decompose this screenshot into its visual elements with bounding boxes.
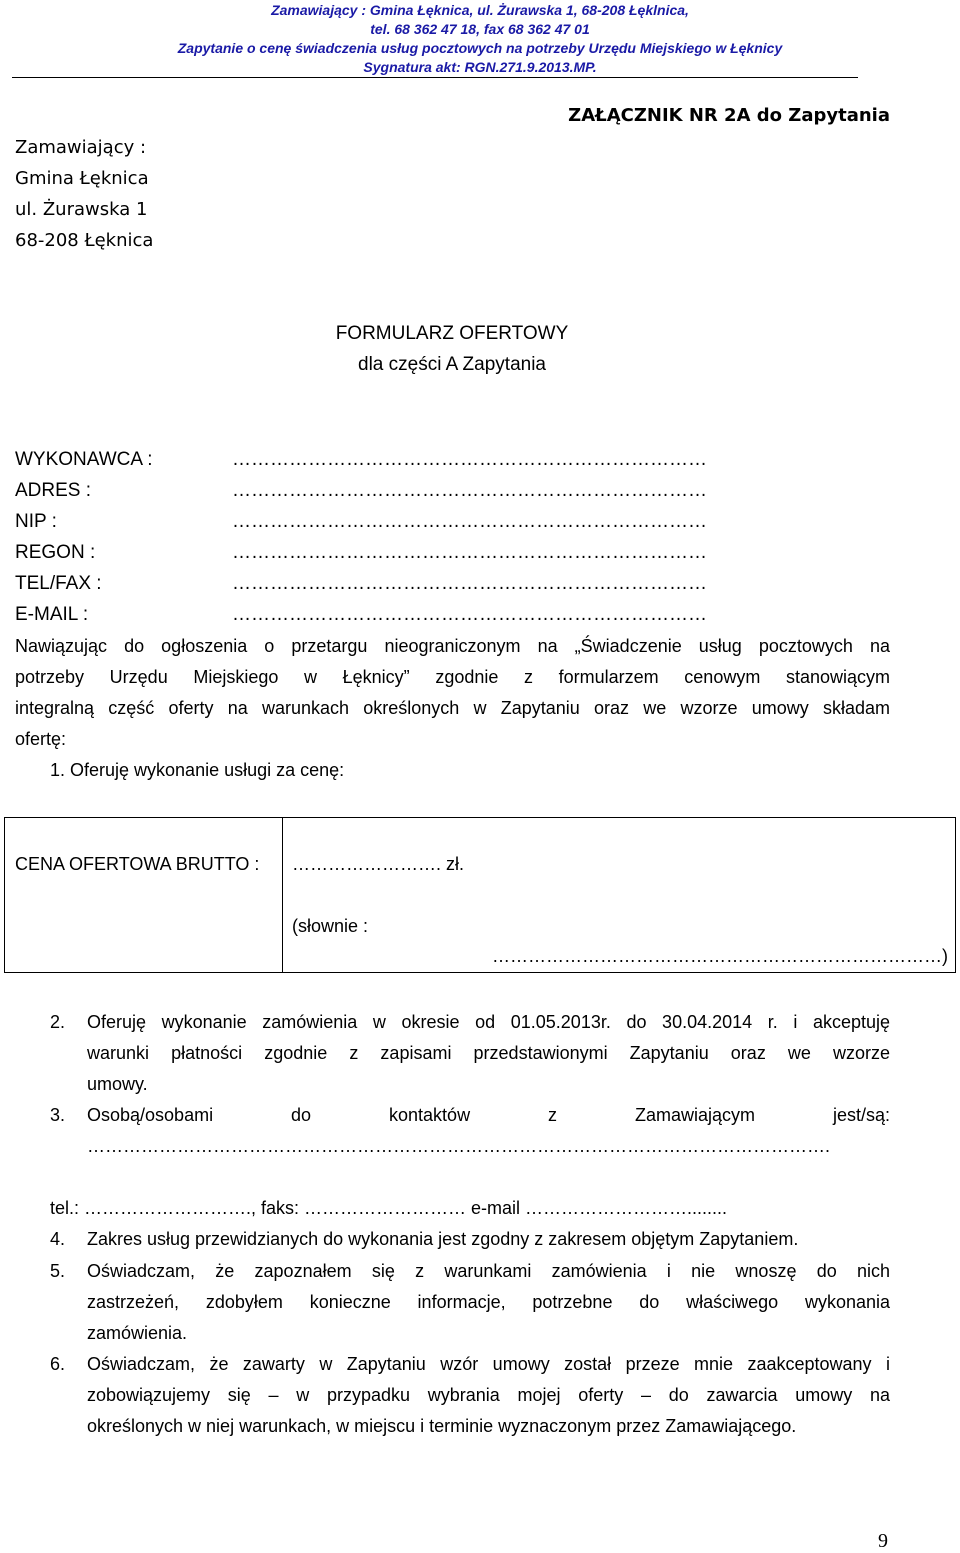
header-line-2: tel. 68 362 47 18, fax 68 362 47 01 bbox=[370, 21, 590, 37]
orderer-street: ul. Żurawska 1 bbox=[15, 199, 148, 220]
item-4-line-1: Zakres usług przewidzianych do wykonania jest zgodny z zakresem objętym Zapytaniem. bbox=[87, 1229, 799, 1249]
item-4-number: 4. bbox=[50, 1229, 66, 1249]
orderer-city: 68-208 Łęknica bbox=[15, 230, 154, 251]
price-words-label: (słownie : bbox=[292, 916, 369, 936]
item-2-number: 2. bbox=[50, 1012, 66, 1032]
item-5-line-2: zastrzeżeń, zdobyłem konieczne informacje, potrzebne do właściwego wykonania bbox=[87, 1292, 890, 1312]
item-5-line-3: zamówienia. bbox=[87, 1323, 188, 1343]
nip-field[interactable]: ………………………………………………………………… bbox=[232, 511, 707, 532]
annex-title: ZAŁĄCZNIK NR 2A do Zapytania bbox=[568, 105, 890, 126]
contractor-field[interactable]: ………………………………………………………………… bbox=[232, 449, 707, 470]
item-2-line-1: Oferuję wykonanie zamówienia w okresie od 01.05.2013r. do 30.04.2014 r. i akceptuję bbox=[87, 1012, 890, 1032]
header-line-4: Sygnatura akt: RGN.271.9.2013.MP. bbox=[363, 59, 597, 75]
address-label: ADRES : bbox=[15, 480, 92, 501]
item-2-line-3: umowy. bbox=[87, 1074, 148, 1094]
contact-person-field[interactable]: ……………………………………………………………………………………………………………. bbox=[87, 1136, 831, 1156]
form-subtitle: dla części A Zapytania bbox=[358, 354, 546, 375]
item-1: 1. Oferuję wykonanie usługi za cenę: bbox=[50, 760, 345, 780]
item-3-line-1: Osobą/osobami do kontaktów z Zamawiającym jest/są: bbox=[87, 1105, 890, 1125]
item-6-number: 6. bbox=[50, 1354, 66, 1374]
price-words-field[interactable]: …………………………………………………………………) bbox=[492, 946, 948, 966]
orderer-name: Gmina Łęknica bbox=[15, 168, 149, 189]
item-2-line-2: warunki płatności zgodnie z zapisami przedstawionymi Zapytaniu oraz we wzorze bbox=[87, 1043, 890, 1063]
header-line-1: Zamawiający : Gmina Łęknica, ul. Żurawska 1, 68-208 Łęklnica, bbox=[271, 2, 689, 18]
contact-details-field[interactable]: tel.: ………………………., faks: ……………………… e-mail ………………………........ bbox=[50, 1198, 728, 1218]
form-title: FORMULARZ OFERTOWY bbox=[335, 323, 569, 344]
email-field[interactable]: ………………………………………………………………… bbox=[232, 604, 707, 625]
header-divider bbox=[12, 77, 858, 78]
nip-label: NIP : bbox=[15, 511, 57, 532]
price-label: CENA OFERTOWA BRUTTO : bbox=[15, 854, 260, 874]
item-6-line-2: zobowiązujemy się – w przypadku wybrania mojej oferty – do zawarcia umowy na bbox=[87, 1385, 890, 1405]
regon-label: REGON : bbox=[15, 542, 96, 563]
intro-line-4: ofertę: bbox=[15, 729, 67, 749]
item-6-line-1: Oświadczam, że zawarty w Zapytaniu wzór umowy został przeze mnie zaakceptowany i bbox=[87, 1354, 890, 1374]
address-field[interactable]: ………………………………………………………………… bbox=[232, 480, 707, 501]
orderer-label: Zamawiający : bbox=[15, 137, 147, 158]
email-label: E-MAIL : bbox=[15, 604, 89, 625]
tel-fax-field[interactable]: ………………………………………………………………… bbox=[232, 573, 707, 594]
price-box-divider bbox=[282, 817, 283, 973]
price-amount-field[interactable]: ……………………. zł. bbox=[292, 854, 465, 874]
item-3-number: 3. bbox=[50, 1105, 66, 1125]
tel-fax-label: TEL/FAX : bbox=[15, 573, 102, 594]
intro-line-2: potrzeby Urzędu Miejskiego w Łęknicy” zgodnie z formularzem cenowym stanowiącym bbox=[15, 667, 890, 687]
intro-line-1: Nawiązując do ogłoszenia o przetargu nieograniczonym na „Świadczenie usług pocztowych na bbox=[15, 636, 890, 656]
contractor-label: WYKONAWCA : bbox=[15, 449, 153, 470]
item-5-number: 5. bbox=[50, 1261, 66, 1281]
header-line-3: Zapytanie o cenę świadczenia usług pocztowych na potrzeby Urzędu Miejskiego w Łęknicy bbox=[177, 40, 783, 56]
intro-line-3: integralną część oferty na warunkach określonych w Zapytaniu oraz we wzorze umowy składam bbox=[15, 698, 890, 718]
page-number: 9 bbox=[878, 1530, 888, 1552]
regon-field[interactable]: ………………………………………………………………… bbox=[232, 542, 707, 563]
item-5-line-1: Oświadczam, że zapoznałem się z warunkami zamówienia i nie wnoszę do nich bbox=[87, 1261, 890, 1281]
item-6-line-3: określonych w niej warunkach, w miejscu i terminie wyznaczonym przez Zamawiającego. bbox=[87, 1416, 797, 1436]
